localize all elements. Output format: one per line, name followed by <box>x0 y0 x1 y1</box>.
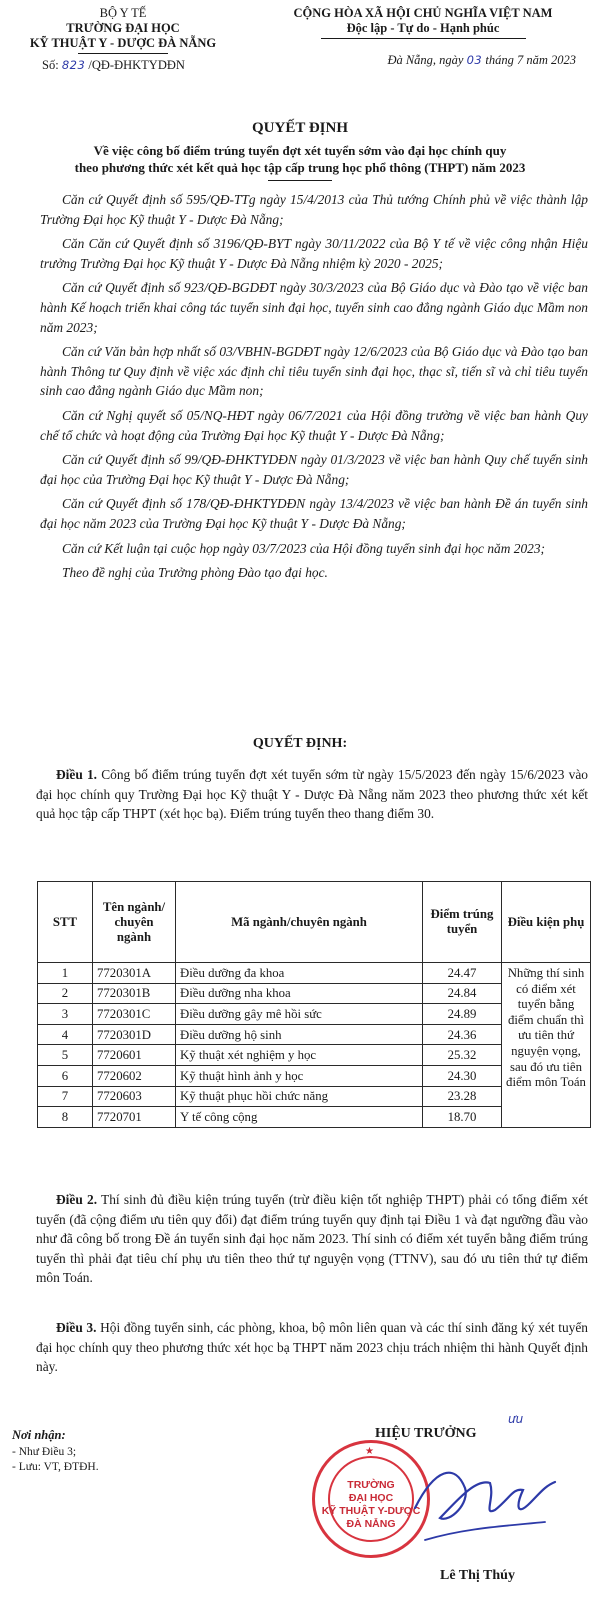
cell-stt: 1 <box>38 963 93 984</box>
cell-stt: 5 <box>38 1045 93 1066</box>
cell-code: 7720601 <box>93 1045 176 1066</box>
cell-score: 24.84 <box>423 983 502 1004</box>
cell-name: Điều dưỡng đa khoa <box>176 963 423 984</box>
date-day-handwritten: 03 <box>466 53 483 67</box>
article-2-label: Điều 2. <box>56 1192 98 1207</box>
legal-basis <box>40 190 588 588</box>
article-3 <box>36 1318 588 1377</box>
cell-score: 24.30 <box>423 1065 502 1086</box>
cell-code: 7720301B <box>93 983 176 1004</box>
table-header-row <box>38 882 591 963</box>
article-3-text: Hội đồng tuyển sinh, các phòng, khoa, bộ môn liên quan và các thí sinh đăng ký xét tuyển đại học chính quy theo phương thức xét học bạ THPT năm 2023 chịu trách nhiệm thi hành Quyết định này. <box>36 1320 588 1375</box>
motto-underline <box>321 38 526 39</box>
date-prefix: Đà Nẵng, ngày <box>387 53 464 67</box>
cell-stt: 3 <box>38 1004 93 1025</box>
cell-name: Điều dưỡng nha khoa <box>176 983 423 1004</box>
cell-stt: 6 <box>38 1065 93 1086</box>
cell-code: 7720602 <box>93 1065 176 1086</box>
cell-name: Kỹ thuật xét nghiệm y học <box>176 1045 423 1066</box>
ministry-name: BỘ Y TẾ <box>99 6 147 20</box>
article-1 <box>36 765 588 824</box>
doc-no-prefix: Số: <box>42 58 59 72</box>
cell-extra-condition: Những thí sinh có điểm xét tuyển bằng điểm chuẩn thì ưu tiên thứ nguyện vọng, sau đó ưu tiên điểm môn Toán <box>502 963 591 1128</box>
basis-item: Căn cứ Văn bản hợp nhất số 03/VBHN-BGDĐT ngày 12/6/2023 của Bộ Giáo dục và Đào tạo ban hành Thông tư Quy định về việc xác định chỉ tiêu tuyển sinh đại học, thạc sĩ, tiến sĩ và chỉ tiêu tuyển sinh cao đẳng ngành Giáo dục Mầm non; <box>40 344 588 399</box>
header-code: Tên ngành/ chuyên ngành <box>93 882 176 963</box>
cell-stt: 2 <box>38 983 93 1004</box>
national-motto: Độc lập - Tự do - Hạnh phúc <box>346 21 500 35</box>
basis-item: Căn cứ Quyết định số 178/QĐ-ĐHKTYDĐN ngày 13/4/2023 về việc ban hành Đề án tuyển sinh đại học năm 2023 của Trường Đại học Kỹ thuật Y - Dược Đà Nẵng; <box>40 496 588 531</box>
date-suffix: tháng 7 năm 2023 <box>485 53 576 67</box>
national-header <box>248 6 598 68</box>
header-extra-condition: Điều kiện phụ <box>502 882 591 963</box>
school-name-line1: TRƯỜNG ĐẠI HỌC <box>66 21 180 35</box>
header-stt: STT <box>38 882 93 963</box>
cell-name: Y tế công cộng <box>176 1107 423 1128</box>
admission-scores-table <box>37 881 591 1128</box>
cell-stt: 8 <box>38 1107 93 1128</box>
cell-code: 7720301C <box>93 1004 176 1025</box>
seal-text: TRƯỜNG ĐẠI HỌC KỸ THUẬT Y-DƯỢC ĐÀ NẴNG <box>321 1479 421 1530</box>
doc-no-suffix: /QĐ-ĐHKTYDĐN <box>88 58 185 72</box>
article-2 <box>36 1190 588 1288</box>
cell-code: 7720701 <box>93 1107 176 1128</box>
table-row <box>38 963 591 984</box>
cell-name: Điều dưỡng gây mê hồi sức <box>176 1004 423 1025</box>
cell-code: 7720301A <box>93 963 176 984</box>
cell-score: 25.32 <box>423 1045 502 1066</box>
cell-score: 24.36 <box>423 1024 502 1045</box>
doc-no-handwritten: 823 <box>61 58 86 72</box>
basis-item: Căn cứ Quyết định số 923/QĐ-BGDĐT ngày 30/3/2023 của Bộ Giáo dục và Đào tạo về việc ban hành Kế hoạch triển khai công tác tuyển sinh đại học, tuyển sinh cao đẳng ngành Giáo dục Mầm non năm 2023; <box>40 280 588 335</box>
cell-name: Điều dưỡng hộ sinh <box>176 1024 423 1045</box>
school-name-line2: KỸ THUẬT Y - DƯỢC ĐÀ NẴNG <box>29 36 217 50</box>
document-subject <box>20 142 580 176</box>
cell-score: 23.28 <box>423 1086 502 1107</box>
issuer-header <box>8 6 238 73</box>
basis-item: Căn cứ Quyết định số 99/QĐ-ĐHKTYDĐN ngày 01/3/2023 về việc ban hành Quy chế tuyển sinh đại học của Trường Đại học Kỹ thuật Y - Dược Đà Nẵng; <box>40 452 588 487</box>
subject-line-2: theo phương thức xét kết quả học tập cấp trung học phổ thông (THPT) năm 2023 <box>74 160 526 175</box>
document-title: QUYẾT ĐỊNH <box>252 120 348 136</box>
article-1-text: Công bố điểm trúng tuyển đợt xét tuyển sớm từ ngày 15/5/2023 đến ngày 15/6/2023 vào đại học chính quy Trường Đại học Kỹ thuật Y - Dược Đà Nẵng năm 2023 theo phương thức xét kết quả học tập cấp THPT (xét học bạ). Điểm trúng tuyển theo thang điểm 30. <box>36 767 588 822</box>
cell-score: 24.47 <box>423 963 502 984</box>
recipients-block <box>12 1428 99 1475</box>
article-3-label: Điều 3. <box>56 1320 97 1335</box>
basis-item: Căn Căn cứ Quyết định số 3196/QĐ-BYT ngày 30/11/2022 của Bộ Y tế về việc công nhận Hiệu trưởng Trường Đại học Kỹ thuật Y - Dược Đà Nẵng nhiệm kỳ 2020 - 2025; <box>40 236 588 271</box>
header-name: Mã ngành/chuyên ngành <box>176 882 423 963</box>
handwritten-initial: ưu <box>508 1412 524 1426</box>
cell-stt: 7 <box>38 1086 93 1107</box>
issuer-underline <box>78 53 168 54</box>
cell-stt: 4 <box>38 1024 93 1045</box>
signer-title: HIỆU TRƯỞNG <box>375 1426 477 1441</box>
article-1-label: Điều 1. <box>56 767 98 782</box>
cell-name: Kỹ thuật phục hồi chức năng <box>176 1086 423 1107</box>
basis-item: Căn cứ Nghị quyết số 05/NQ-HĐT ngày 06/7/2021 của Hội đồng trường về việc ban hành Quy chế tổ chức và hoạt động của Trường Đại học Kỹ thuật Y - Dược Đà Nẵng; <box>40 407 588 443</box>
issue-date <box>248 53 598 68</box>
decision-heading: QUYẾT ĐỊNH: <box>252 736 348 751</box>
subject-underline <box>268 180 332 181</box>
seal-star-icon: ★ <box>365 1446 374 1457</box>
country-name: CỘNG HÒA XÃ HỘI CHỦ NGHĨA VIỆT NAM <box>293 6 553 20</box>
cell-score: 18.70 <box>423 1107 502 1128</box>
basis-item: Theo đề nghị của Trưởng phòng Đào tạo đại học. <box>62 565 328 581</box>
subject-line-1: Về việc công bố điểm trúng tuyển đợt xét tuyển sớm vào đại học chính quy <box>93 143 507 158</box>
recipient-item: - Như Điều 3; <box>12 1446 77 1458</box>
recipients-heading: Nơi nhận: <box>12 1428 66 1442</box>
cell-name: Kỹ thuật hình ảnh y học <box>176 1065 423 1086</box>
cell-score: 24.89 <box>423 1004 502 1025</box>
document-number <box>8 58 238 73</box>
recipient-item: - Lưu: VT, ĐTĐH. <box>12 1461 99 1473</box>
article-2-text: Thí sinh đủ điều kiện trúng tuyển (trừ điều kiện tốt nghiệp THPT) phải có tổng điểm xét tuyển (đã cộng điểm ưu tiên quy đổi) đạt điểm trúng tuyển quy định tại Điều 1 và đạt ngưỡng đầu vào như đã công bố trong Đề án tuyển sinh đại học năm 2023. Thí sinh có điểm xét tuyển bằng điểm trúng tuyển thì phải đạt tiêu chí phụ ưu tiên theo thứ tự nguyện vọng (TTNV), sau đó ưu tiên thứ tự điểm môn Toán. <box>36 1192 588 1286</box>
header-score: Điểm trúng tuyển <box>423 882 502 963</box>
basis-item: Căn cứ Kết luận tại cuộc họp ngày 03/7/2023 của Hội đồng tuyển sinh đại học năm 2023; <box>62 540 545 556</box>
basis-item: Căn cứ Quyết định số 595/QĐ-TTg ngày 15/4/2013 của Thủ tướng Chính phủ về việc thành lập Trường Đại học Kỹ thuật Y - Dược Đà Nẵng; <box>40 192 588 227</box>
cell-code: 7720603 <box>93 1086 176 1107</box>
cell-code: 7720301D <box>93 1024 176 1045</box>
signer-name: Lê Thị Thúy <box>440 1568 515 1583</box>
handwritten-signature <box>395 1448 565 1558</box>
